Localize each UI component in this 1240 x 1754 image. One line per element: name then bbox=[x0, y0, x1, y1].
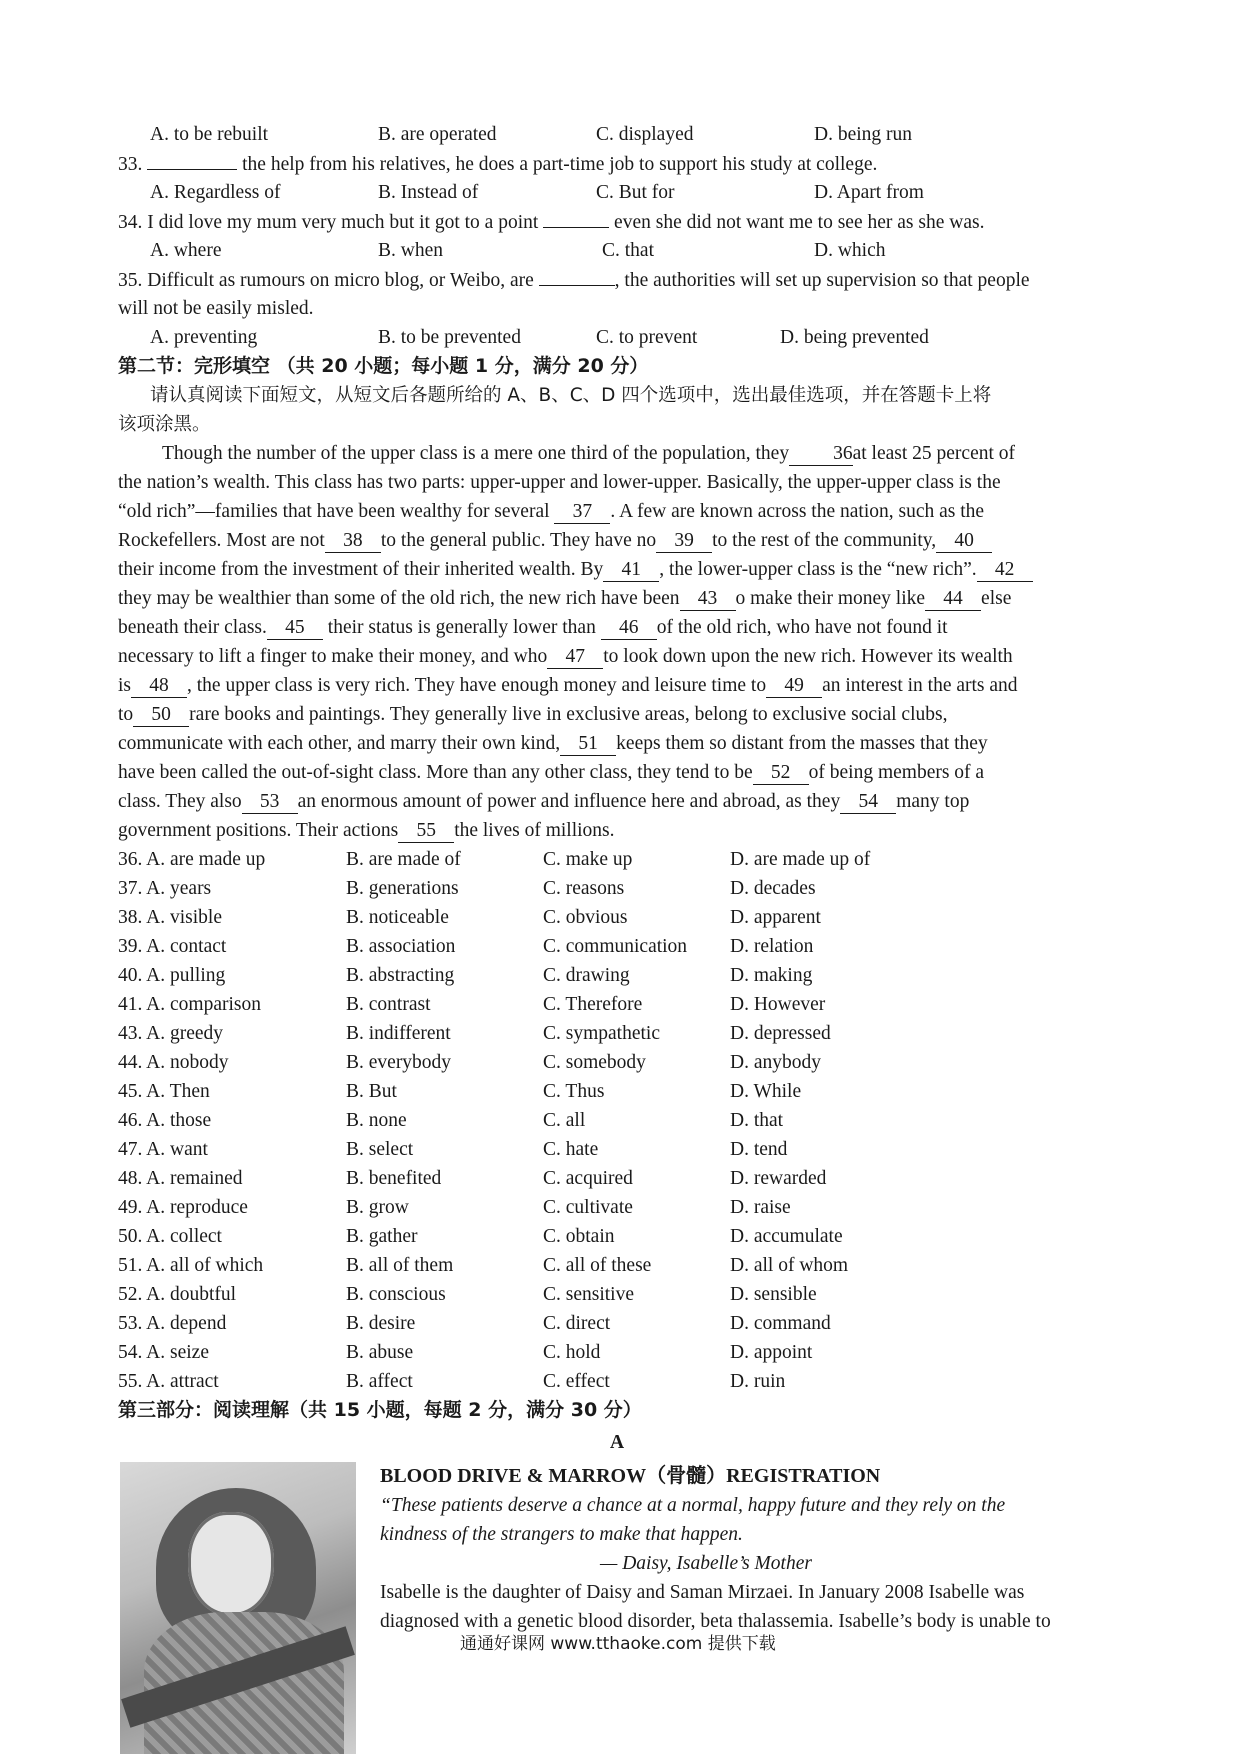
cloze-text: , the lower-upper class is the “new rich”. bbox=[659, 559, 977, 580]
cloze-option-d: D. apparent bbox=[730, 907, 821, 928]
cloze-option-d: D. all of whom bbox=[730, 1255, 849, 1276]
cloze-blank-38: 38 bbox=[325, 530, 381, 553]
cloze-option-d: D. rewarded bbox=[730, 1168, 827, 1189]
cloze-text: is bbox=[118, 675, 132, 696]
girl-photo bbox=[120, 1462, 356, 1754]
cloze-line-4 bbox=[118, 526, 1136, 555]
cloze-option-a: 51. A. all of which bbox=[118, 1255, 264, 1276]
cloze-blank-46: 46 bbox=[601, 617, 657, 640]
cloze-option-d: D. command bbox=[730, 1313, 831, 1334]
cloze-line-11 bbox=[118, 729, 1136, 758]
q34-text-before: 34. I did love my mum very much but it got to a point bbox=[118, 212, 544, 233]
cloze-blank-39: 39 bbox=[656, 530, 712, 553]
cloze-option-c: C. reasons bbox=[543, 878, 625, 899]
cloze-option-c: C. drawing bbox=[543, 965, 630, 986]
cloze-line-5 bbox=[118, 555, 1136, 584]
cloze-option-c: C. communication bbox=[543, 936, 688, 957]
q32-options bbox=[150, 120, 1140, 149]
cloze-option-d: D. While bbox=[730, 1081, 802, 1102]
cloze-option-a: 37. A. years bbox=[118, 878, 212, 899]
blood-drive-title: BLOOD DRIVE & MARROW（骨髓）REGISTRATION bbox=[380, 1465, 881, 1487]
cloze-option-row bbox=[118, 1367, 1138, 1396]
cloze-text: many top bbox=[896, 791, 970, 812]
cloze-blank-53: 53 bbox=[242, 791, 298, 814]
cloze-option-row bbox=[118, 1135, 1138, 1164]
cloze-option-c: C. acquired bbox=[543, 1168, 633, 1189]
cloze-option-c: C. hold bbox=[543, 1342, 601, 1363]
cloze-text: o make their money like bbox=[735, 588, 926, 609]
q33-stem bbox=[118, 149, 1138, 179]
cloze-line-2: the nation’s wealth. This class has two parts: upper-upper and lower-upper. Basically, the upper-upper class is the bbox=[118, 472, 1001, 493]
q33-option-c: C. But for bbox=[596, 182, 675, 203]
cloze-blank-54: 54 bbox=[840, 791, 896, 814]
cloze-blank-49: 49 bbox=[766, 675, 822, 698]
cloze-blank-42: 42 bbox=[977, 559, 1033, 582]
cloze-text: class. They also bbox=[118, 791, 242, 812]
cloze-option-c: C. make up bbox=[543, 849, 633, 870]
quote-line-1: “These patients deserve a chance at a normal, happy future and they rely on the bbox=[380, 1495, 1006, 1516]
section2-instruction: 请认真阅读下面短文，从短文后各题所给的 A、B、C、D 四个选项中，选出最佳选项，并在答题卡上将 bbox=[150, 385, 992, 406]
cloze-text: rare books and paintings. They generally live in exclusive areas, belong to exclusive social clubs, bbox=[189, 704, 948, 725]
cloze-option-row bbox=[118, 1251, 1138, 1280]
cloze-text: , the upper class is very rich. They have enough money and leisure time to bbox=[187, 675, 767, 696]
cloze-line-12 bbox=[118, 758, 1136, 787]
cloze-option-a: 52. A. doubtful bbox=[118, 1284, 237, 1305]
cloze-option-row bbox=[118, 1164, 1138, 1193]
cloze-text: of the old rich, who have not found it bbox=[656, 617, 948, 638]
cloze-text: to the rest of the community, bbox=[712, 530, 937, 551]
cloze-option-c: C. Thus bbox=[543, 1081, 605, 1102]
cloze-option-row bbox=[118, 932, 1138, 961]
q35-blank bbox=[539, 265, 615, 286]
cloze-option-b: B. abstracting bbox=[346, 965, 455, 986]
cloze-text: Though the number of the upper class is a mere one third of the population, they bbox=[162, 443, 790, 464]
cloze-text: their income from the investment of their inherited wealth. By bbox=[118, 559, 604, 580]
cloze-option-row bbox=[118, 845, 1138, 874]
cloze-option-b: B. indifferent bbox=[346, 1023, 451, 1044]
cloze-option-c: C. sensitive bbox=[543, 1284, 634, 1305]
cloze-option-a: 45. A. Then bbox=[118, 1081, 210, 1102]
cloze-line-13 bbox=[118, 787, 1136, 816]
cloze-option-c: C. all of these bbox=[543, 1255, 652, 1276]
q33-option-a: A. Regardless of bbox=[150, 182, 281, 203]
cloze-option-d: D. depressed bbox=[730, 1023, 831, 1044]
cloze-line-3 bbox=[118, 497, 1136, 526]
cloze-option-d: D. appoint bbox=[730, 1342, 813, 1363]
cloze-option-d: D. that bbox=[730, 1110, 784, 1131]
cloze-option-a: 46. A. those bbox=[118, 1110, 212, 1131]
q35-stem bbox=[118, 265, 1138, 295]
passage-letter: A bbox=[610, 1432, 625, 1453]
cloze-option-b: B. select bbox=[346, 1139, 414, 1160]
cloze-text: to look down upon the new rich. However its wealth bbox=[603, 646, 1013, 667]
cloze-blank-36: 36 bbox=[789, 443, 853, 466]
cloze-option-b: B. conscious bbox=[346, 1284, 446, 1305]
cloze-option-c: C. cultivate bbox=[543, 1197, 633, 1218]
cloze-option-row bbox=[118, 1077, 1138, 1106]
cloze-text: keeps them so distant from the masses that they bbox=[616, 733, 988, 754]
cloze-option-c: C. obvious bbox=[543, 907, 628, 928]
cloze-option-row bbox=[118, 990, 1138, 1019]
cloze-blank-48: 48 bbox=[131, 675, 187, 698]
cloze-option-d: D. sensible bbox=[730, 1284, 817, 1305]
cloze-option-b: B. gather bbox=[346, 1226, 418, 1247]
section2-instruction-line2: 该项涂黑。 bbox=[118, 414, 211, 435]
cloze-blank-43: 43 bbox=[680, 588, 736, 611]
q33-option-d: D. Apart from bbox=[814, 182, 924, 203]
q34-option-c: C. that bbox=[602, 240, 654, 261]
quote-line-2: kindness of the strangers to make that happen. bbox=[380, 1524, 743, 1545]
cloze-text: they may be wealthier than some of the old rich, the new rich have been bbox=[118, 588, 680, 609]
cloze-option-a: 36. A. are made up bbox=[118, 849, 266, 870]
q32-option-d: D. being run bbox=[814, 124, 913, 145]
cloze-option-b: B. abuse bbox=[346, 1342, 414, 1363]
cloze-option-c: C. direct bbox=[543, 1313, 611, 1334]
cloze-option-d: D. decades bbox=[730, 878, 816, 899]
q33-option-b: B. Instead of bbox=[378, 182, 479, 203]
cloze-option-b: B. everybody bbox=[346, 1052, 452, 1073]
reading-line-1: Isabelle is the daughter of Daisy and Saman Mirzaei. In January 2008 Isabelle was bbox=[380, 1582, 1025, 1603]
cloze-text: their status is generally lower than bbox=[327, 617, 596, 638]
cloze-option-c: C. obtain bbox=[543, 1226, 615, 1247]
cloze-option-a: 55. A. attract bbox=[118, 1371, 219, 1392]
cloze-option-a: 48. A. remained bbox=[118, 1168, 243, 1189]
cloze-option-b: B. benefited bbox=[346, 1168, 442, 1189]
cloze-option-row bbox=[118, 1048, 1138, 1077]
q34-text-after: even she did not want me to see her as she was. bbox=[609, 212, 985, 233]
cloze-option-b: B. noticeable bbox=[346, 907, 449, 928]
q34-option-a: A. where bbox=[150, 240, 222, 261]
cloze-option-row bbox=[118, 1280, 1138, 1309]
cloze-blank-45: 45 bbox=[267, 617, 323, 640]
cloze-option-row bbox=[118, 961, 1138, 990]
q35-text-after: , the authorities will set up supervision so that people bbox=[614, 270, 1030, 291]
cloze-line-8 bbox=[118, 642, 1136, 671]
cloze-blank-41: 41 bbox=[603, 559, 659, 582]
cloze-blank-37: 37 bbox=[554, 501, 610, 524]
cloze-option-a: 43. A. greedy bbox=[118, 1023, 224, 1044]
cloze-blank-51: 51 bbox=[560, 733, 616, 756]
q33-options bbox=[150, 178, 1140, 207]
q35-option-d: D. being prevented bbox=[780, 327, 929, 348]
cloze-blank-50: 50 bbox=[133, 704, 189, 727]
cloze-option-a: 49. A. reproduce bbox=[118, 1197, 248, 1218]
q32-option-a: A. to be rebuilt bbox=[150, 124, 269, 145]
cloze-text: else bbox=[981, 588, 1012, 609]
footer-watermark: 通通好课网 www.tthaoke.com 提供下载 bbox=[460, 1634, 776, 1654]
q34-options bbox=[150, 236, 1140, 265]
cloze-text: beneath their class. bbox=[118, 617, 267, 638]
reading-line-2: diagnosed with a genetic blood disorder, beta thalassemia. Isabelle’s body is unable to bbox=[380, 1611, 1051, 1632]
cloze-text: have been called the out-of-sight class. More than any other class, they tend to be bbox=[118, 762, 753, 783]
cloze-option-a: 54. A. seize bbox=[118, 1342, 209, 1363]
cloze-text: Rockefellers. Most are not bbox=[118, 530, 325, 551]
cloze-option-a: 41. A. comparison bbox=[118, 994, 261, 1015]
cloze-option-a: 39. A. contact bbox=[118, 936, 227, 957]
q32-option-c: C. displayed bbox=[596, 124, 694, 145]
cloze-option-b: B. desire bbox=[346, 1313, 416, 1334]
cloze-blank-47: 47 bbox=[547, 646, 603, 669]
cloze-text: an interest in the arts and bbox=[822, 675, 1018, 696]
cloze-option-c: C. effect bbox=[543, 1371, 610, 1392]
cloze-option-row bbox=[118, 1222, 1138, 1251]
cloze-text: an enormous amount of power and influence here and abroad, as they bbox=[297, 791, 841, 812]
cloze-option-c: C. somebody bbox=[543, 1052, 646, 1073]
cloze-blank-40: 40 bbox=[936, 530, 992, 553]
cloze-option-a: 50. A. collect bbox=[118, 1226, 222, 1247]
cloze-line-1 bbox=[118, 439, 1136, 468]
cloze-option-a: 40. A. pulling bbox=[118, 965, 226, 986]
q35-text-before: 35. Difficult as rumours on micro blog, or Weibo, are bbox=[118, 270, 539, 291]
section3-heading: 第三部分：阅读理解（共 15 小题，每题 2 分，满分 30 分） bbox=[118, 1399, 642, 1421]
q33-blank bbox=[147, 149, 237, 170]
cloze-line-7 bbox=[118, 613, 1136, 642]
cloze-line-14 bbox=[118, 816, 1136, 845]
cloze-option-a: 53. A. depend bbox=[118, 1313, 227, 1334]
q35-options bbox=[150, 323, 1140, 352]
cloze-option-row bbox=[118, 874, 1138, 903]
cloze-blank-55: 55 bbox=[398, 820, 454, 843]
cloze-option-d: D. However bbox=[730, 994, 826, 1015]
cloze-option-c: C. sympathetic bbox=[543, 1023, 660, 1044]
cloze-option-row bbox=[118, 1019, 1138, 1048]
cloze-option-row bbox=[118, 1338, 1138, 1367]
cloze-option-b: B. are made of bbox=[346, 849, 461, 870]
cloze-text: communicate with each other, and marry their own kind, bbox=[118, 733, 561, 754]
cloze-option-c: C. all bbox=[543, 1110, 586, 1131]
photo-face bbox=[188, 1512, 274, 1616]
cloze-option-c: C. hate bbox=[543, 1139, 599, 1160]
cloze-option-d: D. anybody bbox=[730, 1052, 821, 1073]
cloze-option-b: B. association bbox=[346, 936, 456, 957]
cloze-text: “old rich”—families that have been wealthy for several bbox=[118, 501, 550, 522]
cloze-text: . A few are known across the nation, such as the bbox=[610, 501, 985, 522]
cloze-text: to bbox=[118, 704, 134, 725]
q34-blank bbox=[543, 207, 609, 228]
cloze-text: government positions. Their actions bbox=[118, 820, 399, 841]
quote-attribution: — Daisy, Isabelle’s Mother bbox=[600, 1553, 812, 1574]
cloze-option-d: D. relation bbox=[730, 936, 814, 957]
cloze-option-row bbox=[118, 1309, 1138, 1338]
cloze-line-6 bbox=[118, 584, 1136, 613]
cloze-option-d: D. are made up of bbox=[730, 849, 871, 870]
q35-option-b: B. to be prevented bbox=[378, 327, 521, 348]
cloze-option-b: B. affect bbox=[346, 1371, 413, 1392]
cloze-option-b: B. all of them bbox=[346, 1255, 454, 1276]
cloze-option-b: B. generations bbox=[346, 878, 459, 899]
cloze-blank-52: 52 bbox=[753, 762, 809, 785]
q32-option-b: B. are operated bbox=[378, 124, 497, 145]
cloze-blank-44: 44 bbox=[925, 588, 981, 611]
cloze-option-b: B. But bbox=[346, 1081, 397, 1102]
cloze-text: the lives of millions. bbox=[454, 820, 615, 841]
cloze-option-d: D. making bbox=[730, 965, 813, 986]
q35-option-a: A. preventing bbox=[150, 327, 258, 348]
q34-option-b: B. when bbox=[378, 240, 443, 261]
cloze-option-d: D. tend bbox=[730, 1139, 788, 1160]
q35-option-c: C. to prevent bbox=[596, 327, 698, 348]
cloze-option-row bbox=[118, 1193, 1138, 1222]
q34-option-d: D. which bbox=[814, 240, 886, 261]
section2-heading: 第二节：完形填空 （共 20 小题；每小题 1 分，满分 20 分） bbox=[118, 355, 649, 377]
cloze-text: at least 25 percent of bbox=[852, 443, 1016, 464]
cloze-option-c: C. Therefore bbox=[543, 994, 643, 1015]
cloze-line-10 bbox=[118, 700, 1136, 729]
cloze-option-a: 38. A. visible bbox=[118, 907, 223, 928]
cloze-option-b: B. grow bbox=[346, 1197, 409, 1218]
cloze-option-row bbox=[118, 1106, 1138, 1135]
q33-text: the help from his relatives, he does a part-time job to support his study at college. bbox=[237, 154, 878, 175]
q33-number: 33. bbox=[118, 154, 143, 175]
cloze-option-b: B. contrast bbox=[346, 994, 431, 1015]
cloze-line-9 bbox=[118, 671, 1136, 700]
cloze-text: necessary to lift a finger to make their money, and who bbox=[118, 646, 548, 667]
q35-stem-line2: will not be easily misled. bbox=[118, 298, 314, 319]
cloze-option-d: D. raise bbox=[730, 1197, 791, 1218]
cloze-text: of being members of a bbox=[808, 762, 985, 783]
cloze-option-b: B. none bbox=[346, 1110, 407, 1131]
cloze-option-a: 44. A. nobody bbox=[118, 1052, 229, 1073]
cloze-text: to the general public. They have no bbox=[380, 530, 657, 551]
cloze-option-d: D. ruin bbox=[730, 1371, 786, 1392]
q34-stem bbox=[118, 207, 1138, 237]
cloze-option-row bbox=[118, 903, 1138, 932]
cloze-option-d: D. accumulate bbox=[730, 1226, 843, 1247]
cloze-option-a: 47. A. want bbox=[118, 1139, 208, 1160]
